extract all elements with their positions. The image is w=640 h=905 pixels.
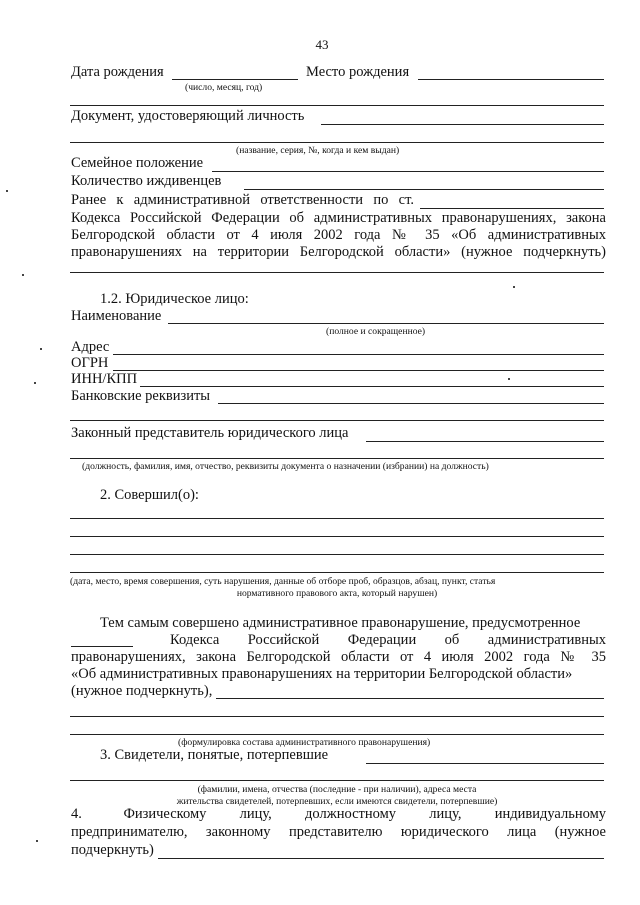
rep-hint: (должность, фамилия, имя, отчество, реквизиты документа о назначении (избрании) на должность) [82,461,489,472]
ogrn-field[interactable] [113,370,604,371]
witnesses-field[interactable] [366,763,604,764]
rep-label: Законный представитель юридического лица [71,425,349,441]
marital-field[interactable] [212,171,604,172]
offense-line5: (нужное подчеркнуть), [71,683,213,699]
prior-article-field[interactable] [420,208,604,209]
legal-entity-heading: 1.2. Юридическое лицо: [100,291,249,307]
pob-label: Место рождения [306,64,410,80]
committed-hint-line1: (дата, место, время совершения, суть нарушения, данные об отборе проб, образцов, абзац, пункт, статья [70,576,496,587]
offense-line2: Кодекса Российской Федерации об административных [170,632,606,648]
scan-speck [34,382,36,384]
address-field[interactable] [113,354,604,355]
offense-field-line3[interactable] [70,734,604,735]
offense-line1: Тем самым совершено административное правонарушение, предусмотренное [100,615,581,631]
committed-heading: 2. Совершил(о): [100,487,199,503]
bank-label: Банковские реквизиты [71,388,211,404]
address-label: Адрес [71,339,110,355]
pob-field[interactable] [418,79,604,80]
committed-field-1[interactable] [70,518,604,519]
id-doc-label: Документ, удостоверяющий личность [71,108,305,124]
section4-line2: предпринимателю, законному представителю юридического лица (нужное [71,824,606,840]
rep-field[interactable] [366,441,604,442]
ogrn-label: ОГРН [71,355,109,371]
witnesses-hint-line1: (фамилии, имена, отчества (последние - при наличии), адреса места [197,784,477,795]
inn-label: ИНН/КПП [71,371,138,387]
bank-field-line2[interactable] [70,420,604,421]
dob-label: Дата рождения [71,64,164,80]
offense-field[interactable] [216,698,604,699]
witnesses-hint-line2: жительства свидетелей, потерпевших, если имеются свидетели, потерпевшие) [176,796,498,807]
offense-article-field[interactable] [71,646,133,647]
witnesses-heading: 3. Свидетели, понятые, потерпевшие [100,747,329,763]
scan-speck [22,274,24,276]
prior-liability-field[interactable] [70,272,604,273]
marital-label: Семейное положение [71,155,204,171]
page-number: 43 [315,37,329,52]
dob-field[interactable] [172,79,298,80]
dob-hint: (число, месяц, год) [185,82,263,93]
legal-name-label: Наименование [71,308,162,324]
offense-line3: правонарушениях, закона Белгородской области от 4 июля 2002 года № 35 [71,649,606,665]
bank-field[interactable] [218,403,604,404]
committed-hint-line2: нормативного правового акта, который нарушен) [236,588,438,599]
scan-speck [36,840,38,842]
section4-line3: подчеркнуть) [71,842,154,858]
inn-field[interactable] [140,386,604,387]
scan-speck [513,286,515,288]
section4-field[interactable] [158,858,604,859]
id-doc-hint: (название, серия, №, когда и кем выдан) [236,145,400,156]
id-doc-field-line2[interactable] [70,142,604,143]
rep-field-line2[interactable] [70,458,604,459]
scan-speck [508,378,510,380]
witnesses-field-line2[interactable] [70,780,604,781]
section4-line1: 4. Физическому лицу, должностному лицу, индивидуальному [71,806,606,822]
id-doc-field[interactable] [321,124,604,125]
legal-name-hint: (полное и сокращенное) [326,326,426,337]
committed-field-4[interactable] [70,572,604,573]
scan-speck [6,190,8,192]
prior-liability-line1: Ранее к административной ответственности по ст. [71,192,414,208]
offense-line4: «Об административных правонарушениях на территории Белгородской области» [71,666,573,682]
prior-liability-line4: правонарушениях на территории Белгородской области» (нужное подчеркнуть) [71,244,606,260]
dependents-label: Количество иждивенцев [71,173,222,189]
scan-speck [40,348,42,350]
pob-field-line2[interactable] [70,105,604,106]
dependents-field[interactable] [244,189,604,190]
prior-liability-line3: Белгородской области от 4 июля 2002 года № 35 «Об административных [71,227,606,243]
prior-liability-line2: Кодекса Российской Федерации об административных правонарушениях, закона [71,210,606,226]
committed-field-3[interactable] [70,554,604,555]
legal-name-field[interactable] [168,323,604,324]
offense-field-line2[interactable] [70,716,604,717]
committed-field-2[interactable] [70,536,604,537]
offense-hint: (формулировка состава административного правонарушения) [178,737,431,748]
